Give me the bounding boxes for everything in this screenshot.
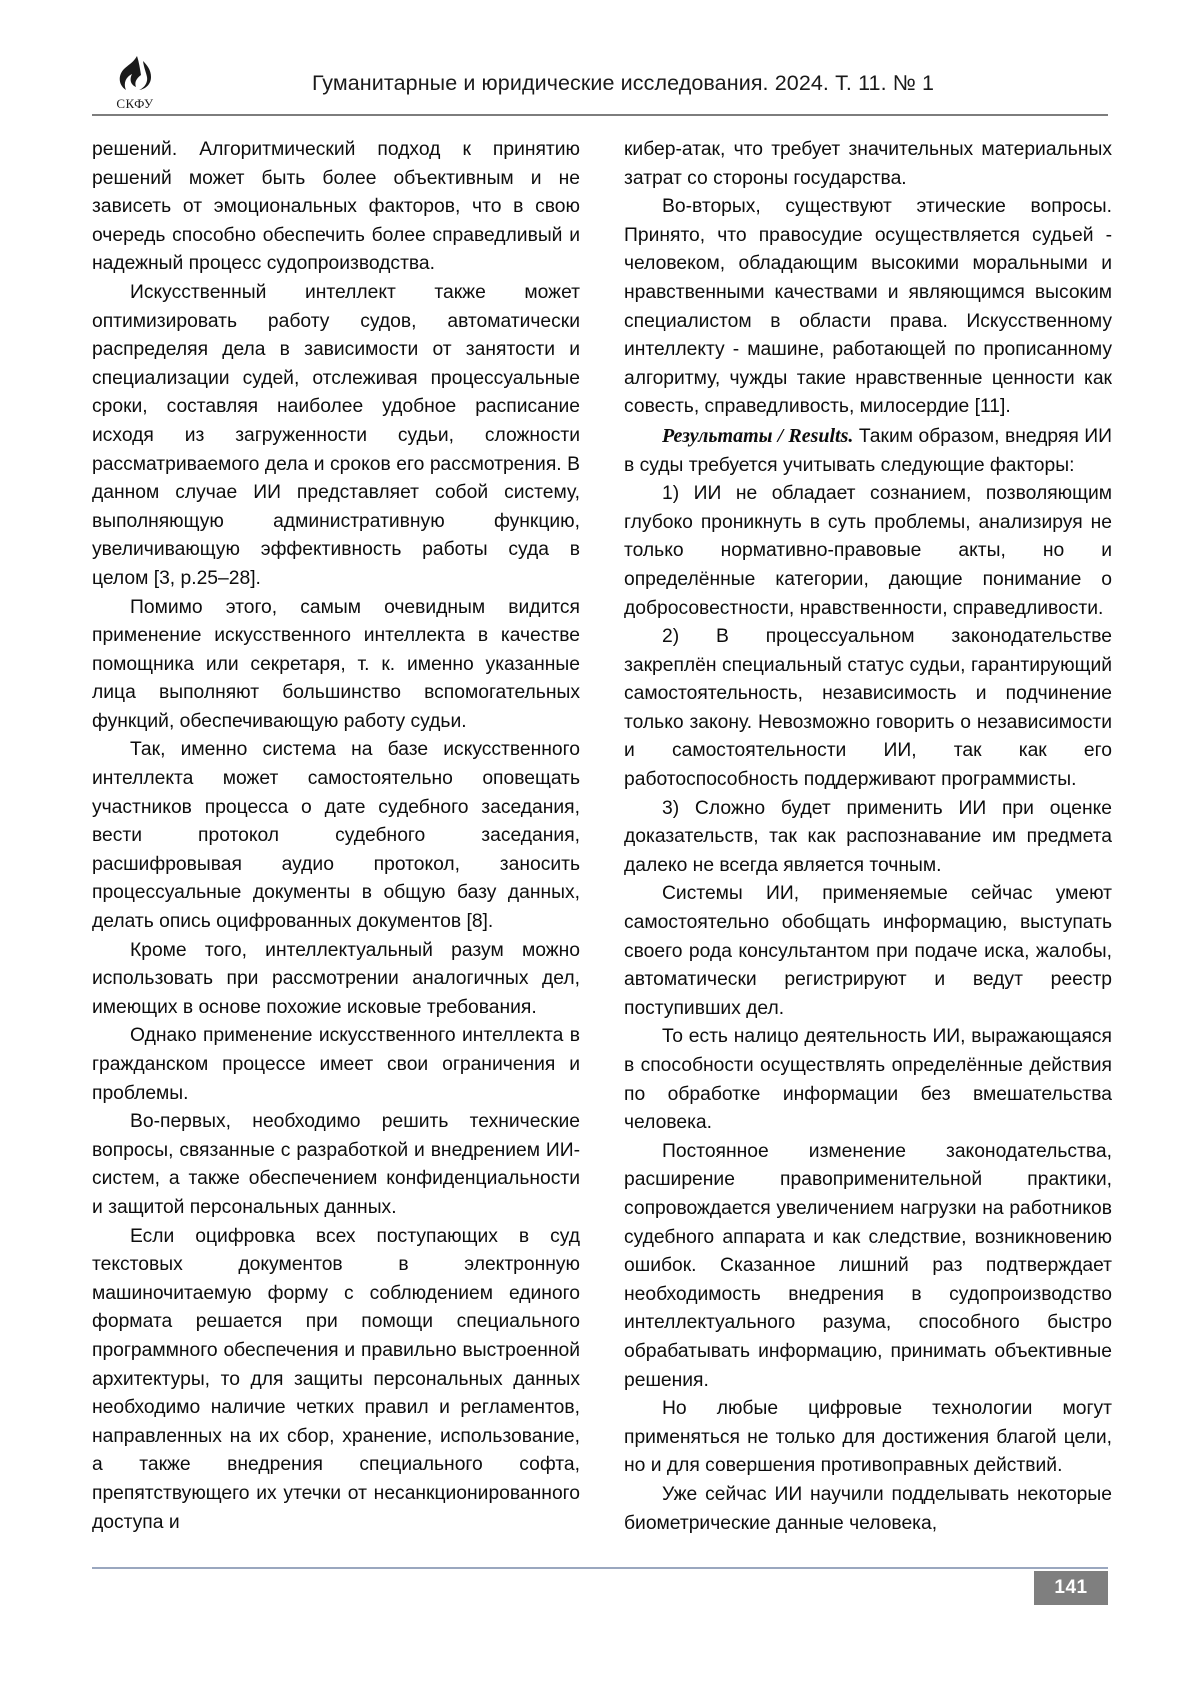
flame-bird-logo-icon	[113, 55, 157, 95]
paragraph: То есть налицо деятельность ИИ, выражающаяся в способности осуществлять определённые действия по обработке информации без вмешательства человека.	[624, 1026, 1112, 1134]
body-columns	[92, 136, 1113, 1534]
left-column	[92, 136, 580, 1533]
paragraph: 3) Сложно будет применить ИИ при оценке доказательств, так как распознавание им предмета далеко не всегда является точным.	[624, 797, 1112, 876]
paragraph: Если оцифровка всех поступающих в суд текстовых документов в электронную машиночитаемую форму с соблюдением единого формата решается при помощи специального программного обеспечения и правильно выстроенной архитектуры, то для защиты персональных данных необходимо наличие четких правил и регламентов, направленных на их сбор, хранение, использование, а также внедрения специального софта, препятствующего их утечки от несанкционированного доступа и	[92, 1225, 580, 1533]
paragraph: Постоянное изменение законодательства, расширение правоприменительной практики, сопровождается увеличением нагрузки на работников судебного аппарата и как следствие, возникновению ошибок. Сказанное лишний раз подтверждает необходимость внедрения в судопроизводство интеллектуального разума, способного быстро обрабатывать информацию, принимать объективные решения.	[624, 1140, 1112, 1391]
header-divider	[92, 114, 1108, 116]
paragraph: Во-вторых, существуют этические вопросы. Принято, что правосудие осуществляется судьей - человеком, обладающим высокими моральными и нравственными качествами и являющимся высоким специалистом в области права. Искусственному интеллекту - машине, работающей по прописанному алгоритму, чужды такие нравственные ценности как совесть, справедливость, милосердие [11].	[624, 196, 1112, 418]
paragraph: Так, именно система на базе искусственного интеллекта может самостоятельно оповещать участников процесса о дате судебного заседания, вести протокол судебного заседания, расшифровывая аудио протокол, заносить процессуальные документы в общую базу данных, делать опись оцифрованных документов [8].	[92, 739, 580, 933]
paragraph: Помимо этого, самым очевидным видится применение искусственного интеллекта в качестве помощника или секретаря, т. к. именно указанные лица выполняют большинство вспомогательных функций, обеспечивающую работу судьи.	[92, 596, 580, 732]
paragraph: Искусственный интеллект также может оптимизировать работу судов, автоматически распределяя дела в зависимости от занятости и специализации судей, отслеживая процессуальные сроки, составляя наиболее удобное расписание исходя из загруженности судьи, сложности рассматриваемого дела и сроков его рассмотрения. В данном случае ИИ представляет собой систему, выполняющую административную функцию, увеличивающую эффективность работы суда в целом [3, p.25–28].	[92, 281, 580, 589]
journal-logo	[92, 52, 178, 114]
paragraph: Во-первых, необходимо решить технические вопросы, связанные с разработкой и внедрением ИИ-систем, а также обеспечением конфиденциальности и защитой персональных данных.	[92, 1111, 580, 1218]
logo-text: СКФУ	[116, 95, 154, 111]
results-paragraph	[624, 422, 1112, 480]
paragraph: Но любые цифровые технологии могут применяться не только для достижения благой цели, но и для совершения противоправных действий.	[624, 1398, 1112, 1477]
paragraph: решений. Алгоритмический подход к принятию решений может быть более объективным и не зависеть от эмоциональных факторов, что в свою очередь способно обеспечить более справедливый и надежный процесс судопроизводства.	[92, 139, 580, 275]
paragraph: Системы ИИ, применяемые сейчас умеют самостоятельно обобщать информацию, выступать своего рода консультантом при подаче иска, жалобы, автоматически регистрируют и ведут реестр поступивших дел.	[624, 883, 1112, 1019]
page-number: 141	[1034, 1571, 1108, 1605]
paragraph: Кроме того, интеллектуальный разум можно использовать при рассмотрении аналогичных дел, имеющих в основе похожие исковые требования.	[92, 939, 580, 1018]
journal-running-title: Гуманитарные и юридические исследования. 2024. Т. 11. № 1	[311, 70, 935, 95]
paragraph: Однако применение искусственного интеллекта в гражданском процессе имеет свои ограничения и проблемы.	[92, 1025, 580, 1104]
footer-divider	[92, 1567, 1108, 1569]
right-column	[624, 136, 1113, 1534]
paragraph: Уже сейчас ИИ научили подделывать некоторые биометрические данные человека,	[624, 1483, 1112, 1534]
results-body: Таким образом, внедряя ИИ в суды требуется учитывать следующие факторы:	[624, 425, 1113, 476]
results-heading: Результаты / Results.	[662, 424, 854, 447]
page-header	[92, 52, 1108, 114]
paragraph: кибер-атак, что требует значительных материальных затрат со стороны государства.	[624, 139, 1112, 189]
paragraph: 2) В процессуальном законодательстве закреплён специальный статус судьи, гарантирующий самостоятельность, независимость и подчинение только закону. Невозможно говорить о независимости и самостоятельности ИИ, так как его работоспособность поддерживают программисты.	[624, 626, 1112, 791]
paragraph: 1) ИИ не обладает сознанием, позволяющим глубоко проникнуть в суть проблемы, анализируя не только нормативно-правовые акты, но и определённые категории, дающие понимание о добросовестности, нравственности, справедливости.	[624, 483, 1112, 619]
